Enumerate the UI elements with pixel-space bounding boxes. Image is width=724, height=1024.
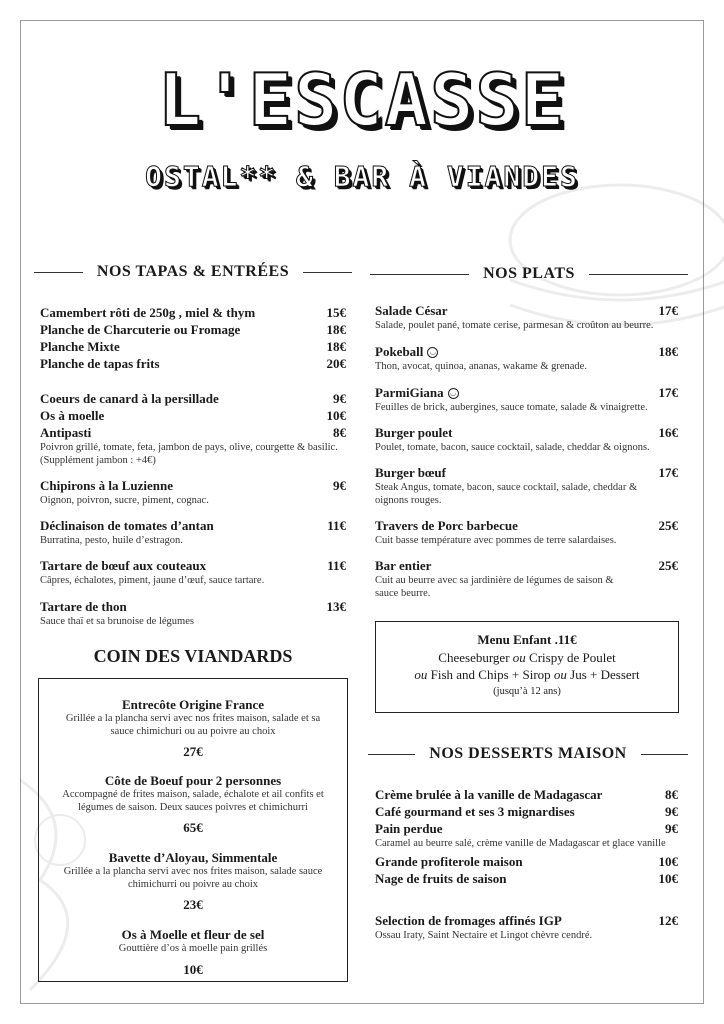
- menu-item: Bar entier 25€ Cuit au beurre avec sa jardinière de légumes de saison & sauce beurre.: [375, 558, 678, 599]
- viandard-item: Côte de Boeuf pour 2 personnes Accompagné de frites maison, salade, échalote et ail confits et légumes de saison. Deux sauces poivres et chimichurri 65€: [62, 773, 324, 835]
- menu-item: Burger poulet 16€ Poulet, tomate, bacon, sauce cocktail, salade, cheddar & oignons.: [375, 425, 678, 453]
- smiley-icon: ◡: [448, 388, 459, 399]
- menu-item: ParmiGiana ◡ 17€ Feuilles de brick, aubergines, sauce tomate, salade & vinaigrette.: [375, 385, 678, 413]
- viandards-box: [38, 678, 348, 982]
- menu-item: Pain perdue 9€ Caramel au beurre salé, crème vanille de Madagascar et glace vanille: [375, 821, 678, 849]
- menu-enfant-age: (jusqu’à 12 ans): [493, 686, 561, 697]
- menu-item: Grande profiterole maison 10€: [375, 854, 678, 869]
- menu-item: Crème brulée à la vanille de Madagascar 8€: [375, 787, 678, 802]
- menu-item: Planche Mixte 18€: [40, 339, 346, 354]
- menu-item: Burger bœuf 17€ Steak Angus, tomate, bacon, sauce cocktail, salade, cheddar & oignons rouges.: [375, 465, 678, 506]
- menu-item: Pokeball ◡ 18€ Thon, avocat, quinoa, ananas, wakame & grenade.: [375, 344, 678, 372]
- menu-item: Travers de Porc barbecue 25€ Cuit basse température avec pommes de terre salardaises.: [375, 518, 678, 546]
- restaurant-subtitle: OSTAL** & BAR À VIANDES: [145, 160, 579, 193]
- menu-enfant-line2: ou Fish and Chips + Sirop ou Jus + Dessert: [414, 667, 640, 682]
- viandard-item: Os à Moelle et fleur de sel Gouttière d’os à moelle pain grillés 10€: [118, 927, 268, 977]
- menu-item: Camembert rôti de 250g , miel & thym 15€: [40, 305, 346, 320]
- menu-enfant-line1: Cheeseburger ou Crispy de Poulet: [438, 650, 616, 665]
- menu-item: Os à moelle 10€: [40, 408, 346, 423]
- menu-item: Planche de Charcuterie ou Fromage 18€: [40, 322, 346, 337]
- menu-item: Tartare de thon 13€ Sauce thaï et sa brunoise de légumes: [40, 599, 346, 627]
- menu-item: Antipasti 8€ Poivron grillé, tomate, feta, jambon de pays, olive, courgette & basilic. (Supplément jambon : +4€): [40, 425, 346, 466]
- menu-enfant-box: [375, 621, 679, 713]
- tapas-heading: NOS TAPAS & ENTRÉES: [34, 263, 352, 281]
- plats-heading: NOS PLATS: [370, 265, 688, 283]
- menu-item: Nage de fruits de saison 10€: [375, 871, 678, 886]
- menu-item: Café gourmand et ses 3 mignardises 9€: [375, 804, 678, 819]
- viandard-item: Bavette d’Aloyau, Simmentale Grillée a la plancha servi avec nos frites maison, salade sauce chimichurri ou poivre au choix 23€: [63, 850, 323, 912]
- menu-item: Planche de tapas frits 20€: [40, 356, 346, 371]
- smiley-icon: ◡: [427, 347, 438, 358]
- viandards-heading: COIN DES VIANDARDS: [93, 646, 293, 666]
- menu-item: Selection de fromages affinés IGP 12€ Ossau Iraty, Saint Nectaire et Lingot chèvre cendré.: [375, 913, 678, 941]
- menu-item: Tartare de bœuf aux couteaux 11€ Câpres, échalotes, piment, jaune d’œuf, sauce tartare.: [40, 558, 346, 586]
- viandard-item: Entrecôte Origine France Grillée a la plancha servi avec nos frites maison, salade et sa sauce chimichuri ou au poivre au choix 27€: [65, 697, 321, 759]
- desserts-heading: NOS DESSERTS MAISON: [368, 745, 688, 763]
- menu-item: Déclinaison de tomates d’antan 11€ Burratina, pesto, huile d’estragon.: [40, 518, 346, 546]
- restaurant-title: L'ESCASSE: [157, 58, 567, 142]
- menu-enfant-title: Menu Enfant .11€: [477, 632, 577, 647]
- menu-item: Coeurs de canard à la persillade 9€: [40, 391, 346, 406]
- menu-item: Chipirons à la Luzienne 9€ Oignon, poivron, sucre, piment, cognac.: [40, 478, 346, 506]
- menu-item: Salade César 17€ Salade, poulet pané, tomate cerise, parmesan & croûton au beurre.: [375, 303, 678, 331]
